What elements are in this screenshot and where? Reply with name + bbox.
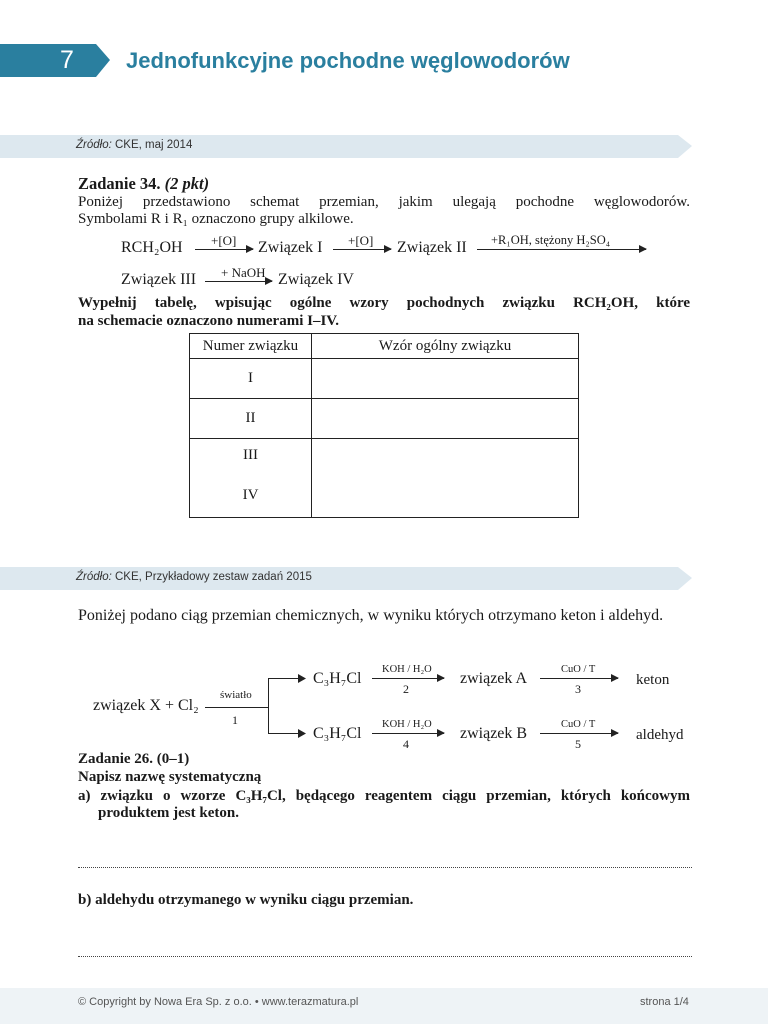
arrow-2-top <box>372 678 444 679</box>
bottom-reactant: C₃H₇Cl <box>313 725 362 742</box>
table-header-number: Numer związku <box>190 334 312 359</box>
row-number: II <box>190 399 312 439</box>
light-label: światło <box>220 689 252 701</box>
arrow1-label: +[O] <box>211 233 237 248</box>
task-26-prompt: Napisz nazwę systematyczną <box>78 769 262 785</box>
step-2: 2 <box>403 682 409 696</box>
bottom-product: aldehyd <box>636 727 684 743</box>
part-a-line-2: produktem jest keton. <box>98 805 239 821</box>
instruction-line-1: Wypełnij tabelę, wpisując ogólne wzory pochodnych związku RCH₂OH, które <box>78 295 690 311</box>
footer-page: strona 1/4 <box>640 996 689 1008</box>
intro-line-1: Poniżej przedstawiono schemat przemian, jakim ulegają pochodne węglowodorów. <box>78 194 690 210</box>
task-points: (2 pkt) <box>164 174 210 193</box>
footer-copyright: © Copyright by Nowa Era Sp. z o.o. • www.terazmatura.pl <box>78 996 359 1008</box>
compound-2: Związek II <box>397 239 467 256</box>
answer-line-a[interactable] <box>78 867 692 868</box>
row-number: IV <box>242 487 259 503</box>
compound-3: Związek III <box>121 271 197 288</box>
row-number: III <box>243 447 258 463</box>
task-title: Zadanie 34. <box>78 174 161 193</box>
compound-4: Związek IV <box>278 271 354 288</box>
compound-1: Związek I <box>258 239 323 256</box>
top-reagent-koh: KOH / H₂O <box>382 664 432 675</box>
arrow3-label: +R₁OH, stężony H₂SO₄ <box>491 233 611 247</box>
arrow-3-top <box>540 678 618 679</box>
intro-2: Poniżej podano ciąg przemian chemicznych, w wyniku których otrzymano keton i aldehyd. <box>78 607 664 624</box>
bottom-reagent-cuo: CuO / T <box>561 719 596 730</box>
part-a-line-1: a) związku o wzorze C₃H₇Cl, będącego reagentem ciągu przemian, których końcowym <box>78 788 690 804</box>
step-4: 4 <box>403 737 409 751</box>
source-label: Źródło: <box>76 139 112 151</box>
scheme-start: RCH₂OH <box>121 239 183 256</box>
arrow-4-bottom <box>372 733 444 734</box>
step-1: 1 <box>232 713 238 727</box>
table-header-formula: Wzór ogólny związku <box>312 334 579 359</box>
part-b: b) aldehydu otrzymanego w wyniku ciągu przemian. <box>78 892 414 908</box>
instruction-line-2: na schemacie oznaczono numerami I–IV. <box>78 313 339 329</box>
arrow4-label: + NaOH <box>221 265 266 280</box>
row-number: I <box>190 359 312 399</box>
source-value: CKE, Przykładowy zestaw zadań 2015 <box>115 571 312 583</box>
top-reagent-cuo: CuO / T <box>561 664 596 675</box>
top-reactant: C₃H₇Cl <box>313 670 362 687</box>
arrow-5-bottom <box>540 733 618 734</box>
scheme2-start: związek X + Cl₂ <box>93 697 199 714</box>
bottom-reagent-koh: KOH / H₂O <box>382 719 432 730</box>
source-label: Źródło: <box>76 571 112 583</box>
step-3: 3 <box>575 682 581 696</box>
top-compound: związek A <box>460 670 528 687</box>
arrow2-label: +[O] <box>348 233 374 248</box>
bottom-compound: związek B <box>460 725 528 742</box>
footer <box>0 988 768 1024</box>
top-product: keton <box>636 672 670 688</box>
chapter-number: 7 <box>60 46 74 74</box>
answer-line-b[interactable] <box>78 956 692 957</box>
source-value: CKE, maj 2014 <box>115 139 193 151</box>
step-5: 5 <box>575 737 581 751</box>
task-26-title: Zadanie 26. (0–1) <box>78 751 190 767</box>
chapter-title: Jednofunkcyjne pochodne węglowodorów <box>126 48 570 73</box>
intro-line-2: Symbolami R i R₁ oznaczono grupy alkilowe. <box>78 211 354 227</box>
